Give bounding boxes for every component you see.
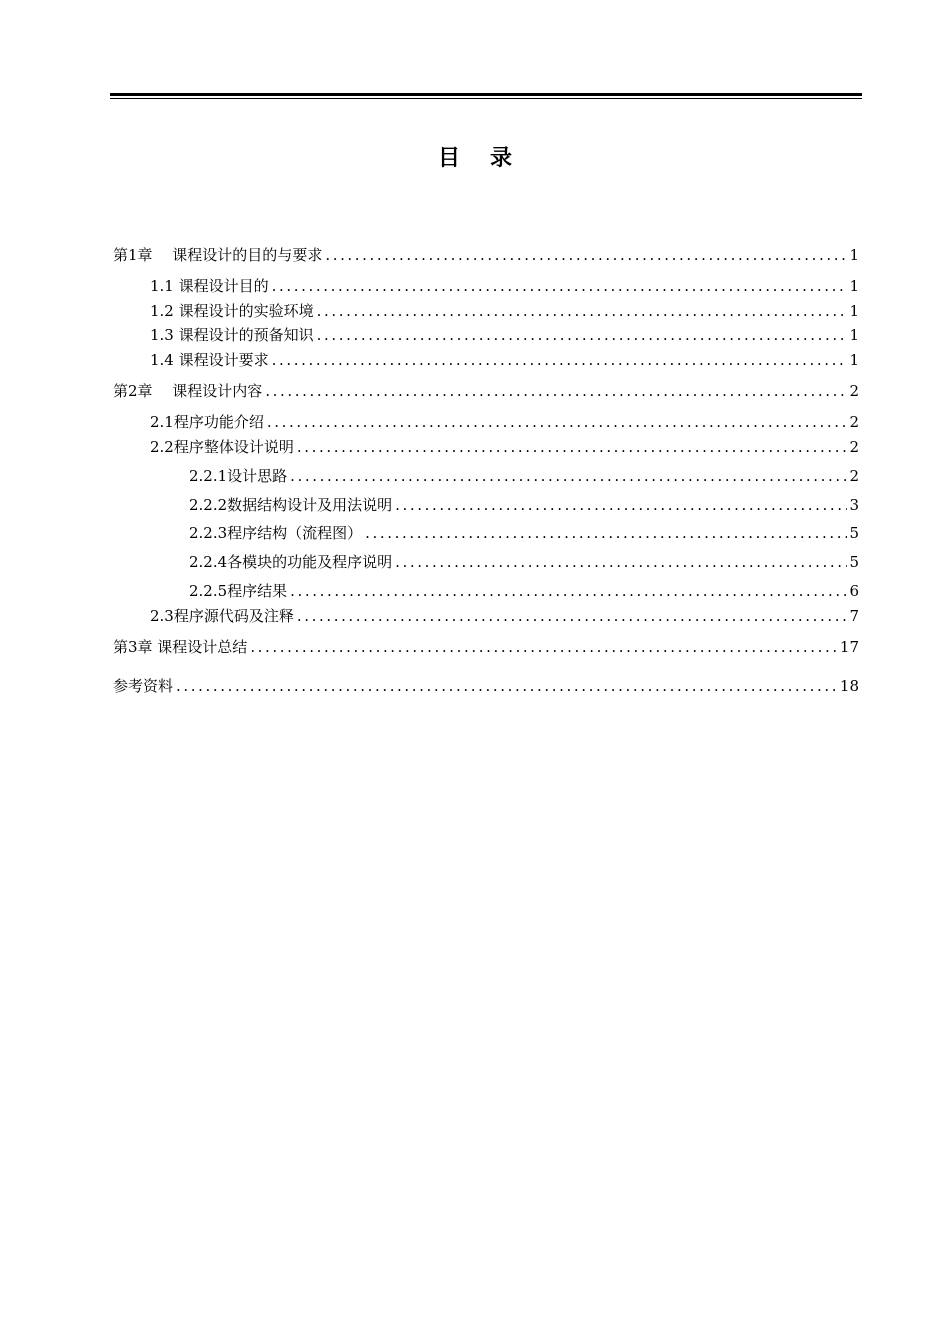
toc-page-number: 1 <box>849 277 859 295</box>
toc-dot-leader <box>290 580 847 602</box>
toc-entry-2-3[interactable] <box>150 605 859 627</box>
toc-page-number: 17 <box>839 638 859 656</box>
toc-entry-references[interactable] <box>113 675 859 697</box>
toc-dot-leader <box>317 324 848 346</box>
toc-page-number: 5 <box>849 553 859 571</box>
toc-entry-chapter-1[interactable] <box>113 244 859 266</box>
toc-entry-label: 2.2.5程序结果 <box>189 582 288 600</box>
toc-page-number: 1 <box>849 351 859 369</box>
toc-dot-leader <box>290 465 847 487</box>
header-rule-thin <box>110 98 862 99</box>
toc-page-number: 1 <box>849 246 859 264</box>
toc-entry-2-2-3[interactable] <box>189 522 859 544</box>
toc-entry-label: 第3章 课程设计总结 <box>113 638 248 656</box>
toc-dot-leader <box>176 675 838 697</box>
toc-entry-label: 1.4 课程设计要求 <box>150 351 269 369</box>
toc-entry-label: 第1章 课程设计的目的与要求 <box>113 246 323 264</box>
toc-entry-1-2[interactable] <box>150 300 859 322</box>
toc-entry-chapter-3[interactable] <box>113 636 859 658</box>
toc-dot-leader <box>272 275 848 297</box>
toc-entry-label: 2.2.4各模块的功能及程序说明 <box>189 553 393 571</box>
toc-dot-leader <box>325 244 847 266</box>
toc-entry-label: 第2章 课程设计内容 <box>113 382 263 400</box>
toc-entry-label: 1.1 课程设计目的 <box>150 277 269 295</box>
toc-entry-label: 2.2.3程序结构（流程图） <box>189 524 363 542</box>
toc-page-number: 2 <box>849 382 859 400</box>
title-char-2: 录 <box>490 146 513 171</box>
toc-dot-leader <box>272 349 848 371</box>
toc-dot-leader <box>395 551 847 573</box>
toc-page-number: 1 <box>849 326 859 344</box>
toc-dot-leader <box>365 522 847 544</box>
toc-entry-label: 2.2.2数据结构设计及用法说明 <box>189 496 393 514</box>
page-title <box>0 141 950 172</box>
toc-entry-label: 1.3 课程设计的预备知识 <box>150 326 314 344</box>
toc-page-number: 2 <box>849 438 859 456</box>
header-rule-thick <box>110 93 862 96</box>
toc-page-number: 5 <box>849 524 859 542</box>
toc-entry-label: 参考资料 <box>113 677 174 695</box>
toc-dot-leader <box>395 494 847 516</box>
toc-page-number: 2 <box>849 413 859 431</box>
toc-entry-label: 2.3程序源代码及注释 <box>150 607 294 625</box>
toc-entry-2-2-4[interactable] <box>189 551 859 573</box>
toc-entry-2-2-2[interactable] <box>189 494 859 516</box>
title-char-1: 目 <box>437 146 460 171</box>
toc-page-number: 7 <box>849 607 859 625</box>
toc-dot-leader <box>297 436 848 458</box>
toc-entry-2-2[interactable] <box>150 436 859 458</box>
toc-page-number: 1 <box>849 302 859 320</box>
toc-entry-label: 2.1程序功能介绍 <box>150 413 264 431</box>
toc-dot-leader <box>317 300 848 322</box>
toc-dot-leader <box>265 380 847 402</box>
toc-entry-2-2-5[interactable] <box>189 580 859 602</box>
toc-page-number: 6 <box>849 582 859 600</box>
toc-entry-chapter-2[interactable] <box>113 380 859 402</box>
toc-dot-leader <box>267 411 848 433</box>
toc-entry-label: 1.2 课程设计的实验环境 <box>150 302 314 320</box>
toc-entry-label: 2.2程序整体设计说明 <box>150 438 294 456</box>
toc-entry-1-3[interactable] <box>150 324 859 346</box>
toc-entry-2-1[interactable] <box>150 411 859 433</box>
toc-page-number: 18 <box>839 677 859 695</box>
toc-dot-leader <box>250 636 838 658</box>
toc-entry-2-2-1[interactable] <box>189 465 859 487</box>
toc-page-number: 2 <box>849 467 859 485</box>
toc-entry-label: 2.2.1设计思路 <box>189 467 288 485</box>
toc-entry-1-4[interactable] <box>150 349 859 371</box>
toc-dot-leader <box>297 605 848 627</box>
toc-entry-1-1[interactable] <box>150 275 859 297</box>
toc-page-number: 3 <box>849 496 859 514</box>
